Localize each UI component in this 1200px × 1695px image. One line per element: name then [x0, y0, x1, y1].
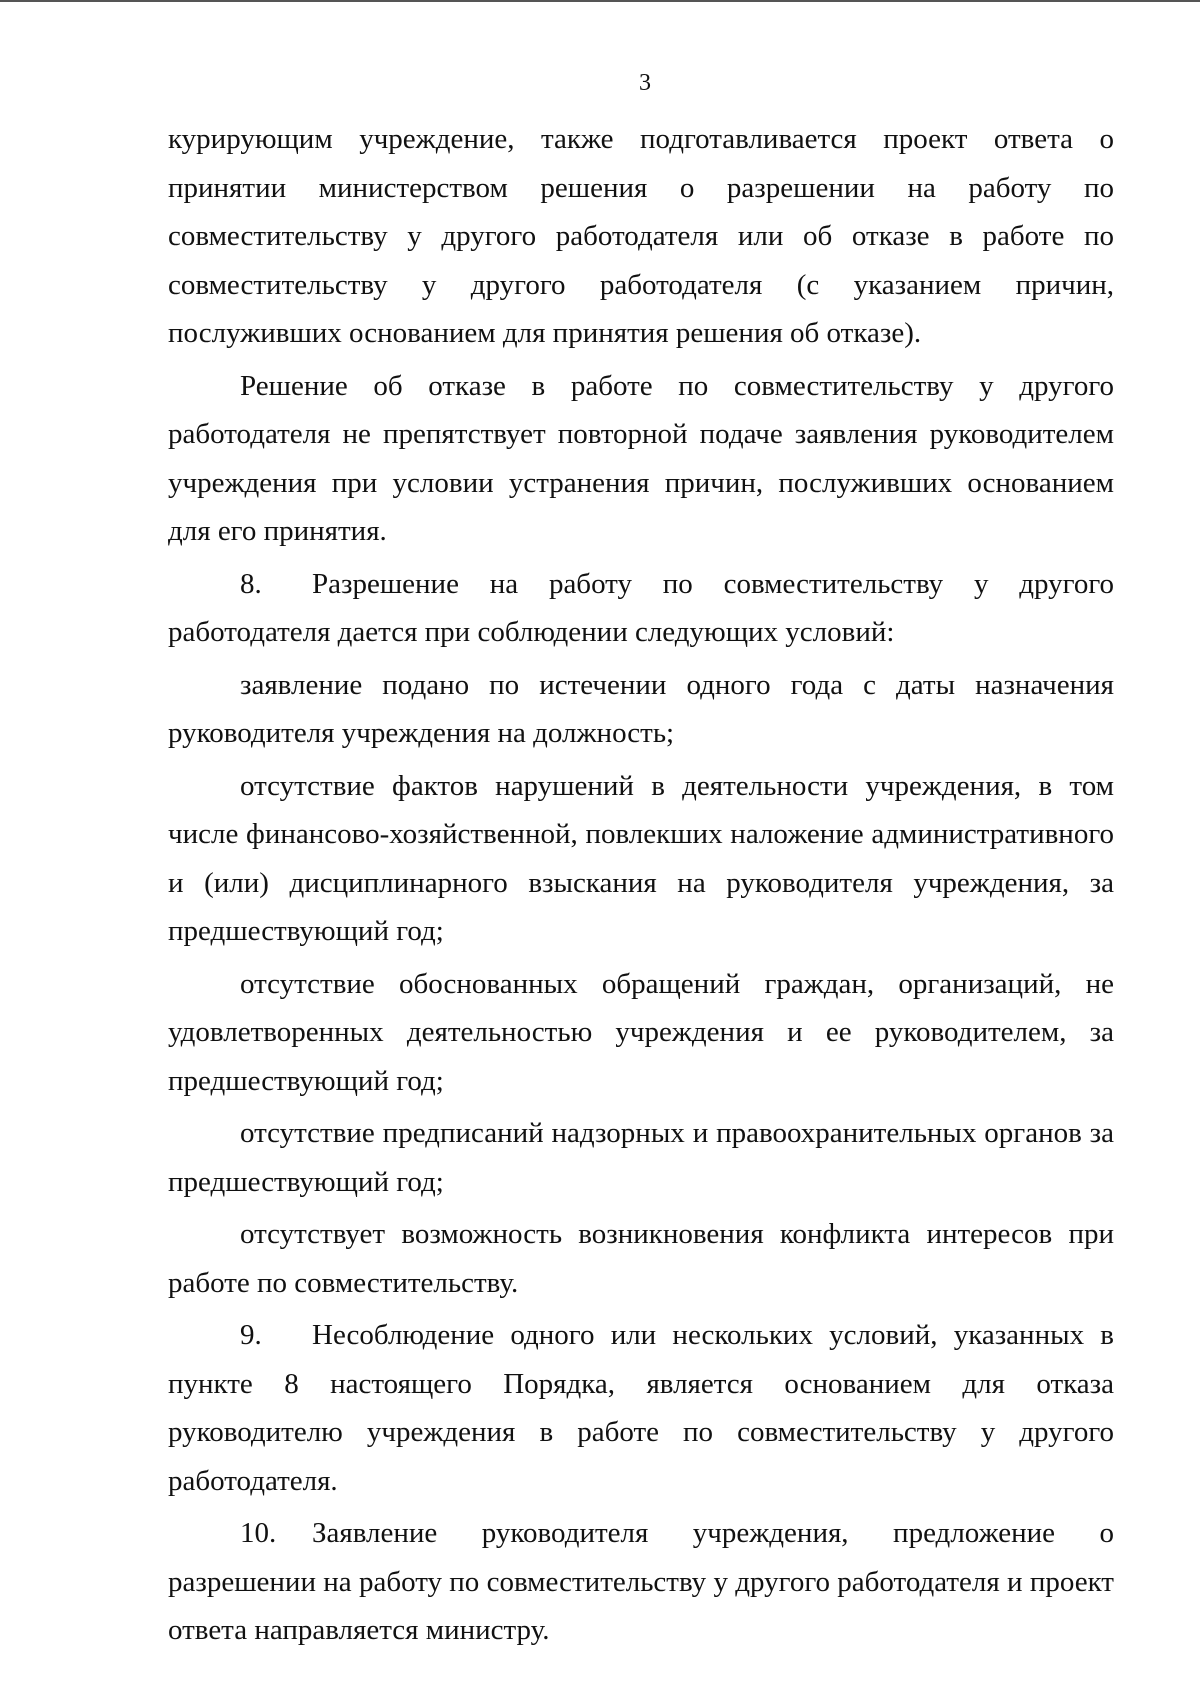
clause-10-number: 10.: [240, 1517, 277, 1549]
clause-9: [168, 1311, 1114, 1505]
condition-no-violations: отсутствие фактов нарушений в деятельности учреждения, в том числе финансово-хозяйственной, повлекших наложение административного и (или) дисциплинарного взыскания на руководителя учреждения, за предшествующий год;: [168, 769, 1114, 947]
condition-no-conflict: отсутствует возможность возникновения конфликта интересов при работе по совместительству.: [168, 1218, 1114, 1299]
clause-10: [168, 1509, 1114, 1655]
page-number: 3: [639, 70, 651, 96]
clause-9-text: Несоблюдение одного или нескольких условий, указанных в пункте 8 настоящего Порядка, является основанием для отказа руководителю учреждения в работе по совместительству у другого работодателя.: [168, 1319, 1114, 1497]
document-body: [168, 115, 1114, 1659]
scan-top-edge: [0, 0, 1200, 2]
condition-application-term: заявление подано по истечении одного года с даты назначения руководителя учреждения на должность;: [168, 668, 1114, 749]
clause-8-number: 8.: [240, 567, 262, 600]
condition-no-orders: отсутствие предписаний надзорных и правоохранительных органов за предшествующий год;: [168, 1117, 1114, 1198]
clause-10-text: Заявление руководителя учреждения, предложение о разрешении на работу по совместительству у другого работодателя и проект ответа направляется министру.: [168, 1517, 1114, 1646]
clause-8: [168, 560, 1114, 657]
paragraph-continuation: курирующим учреждение, также подготавливается проект ответа о принятии министерством решения о разрешении на работу по совместительству у другого работодателя или об отказе в работе по совместительству у другого работодателя (с указанием причин, послуживших основанием для принятия решения об отказе).: [168, 123, 1114, 349]
clause-8-text: Разрешение на работу по совместительству у другого работодателя дается при соблюдении следующих условий:: [168, 567, 1114, 648]
condition-no-complaints: отсутствие обоснованных обращений граждан, организаций, не удовлетворенных деятельностью учреждения и ее руководителем, за предшествующий год;: [168, 967, 1114, 1097]
clause-9-number: 9.: [240, 1319, 262, 1351]
paragraph-refusal-decision: Решение об отказе в работе по совместительству у другого работодателя не препятствует повторной подаче заявления руководителем учреждения при условии устранения причин, послуживших основанием для его принятия.: [168, 369, 1114, 547]
